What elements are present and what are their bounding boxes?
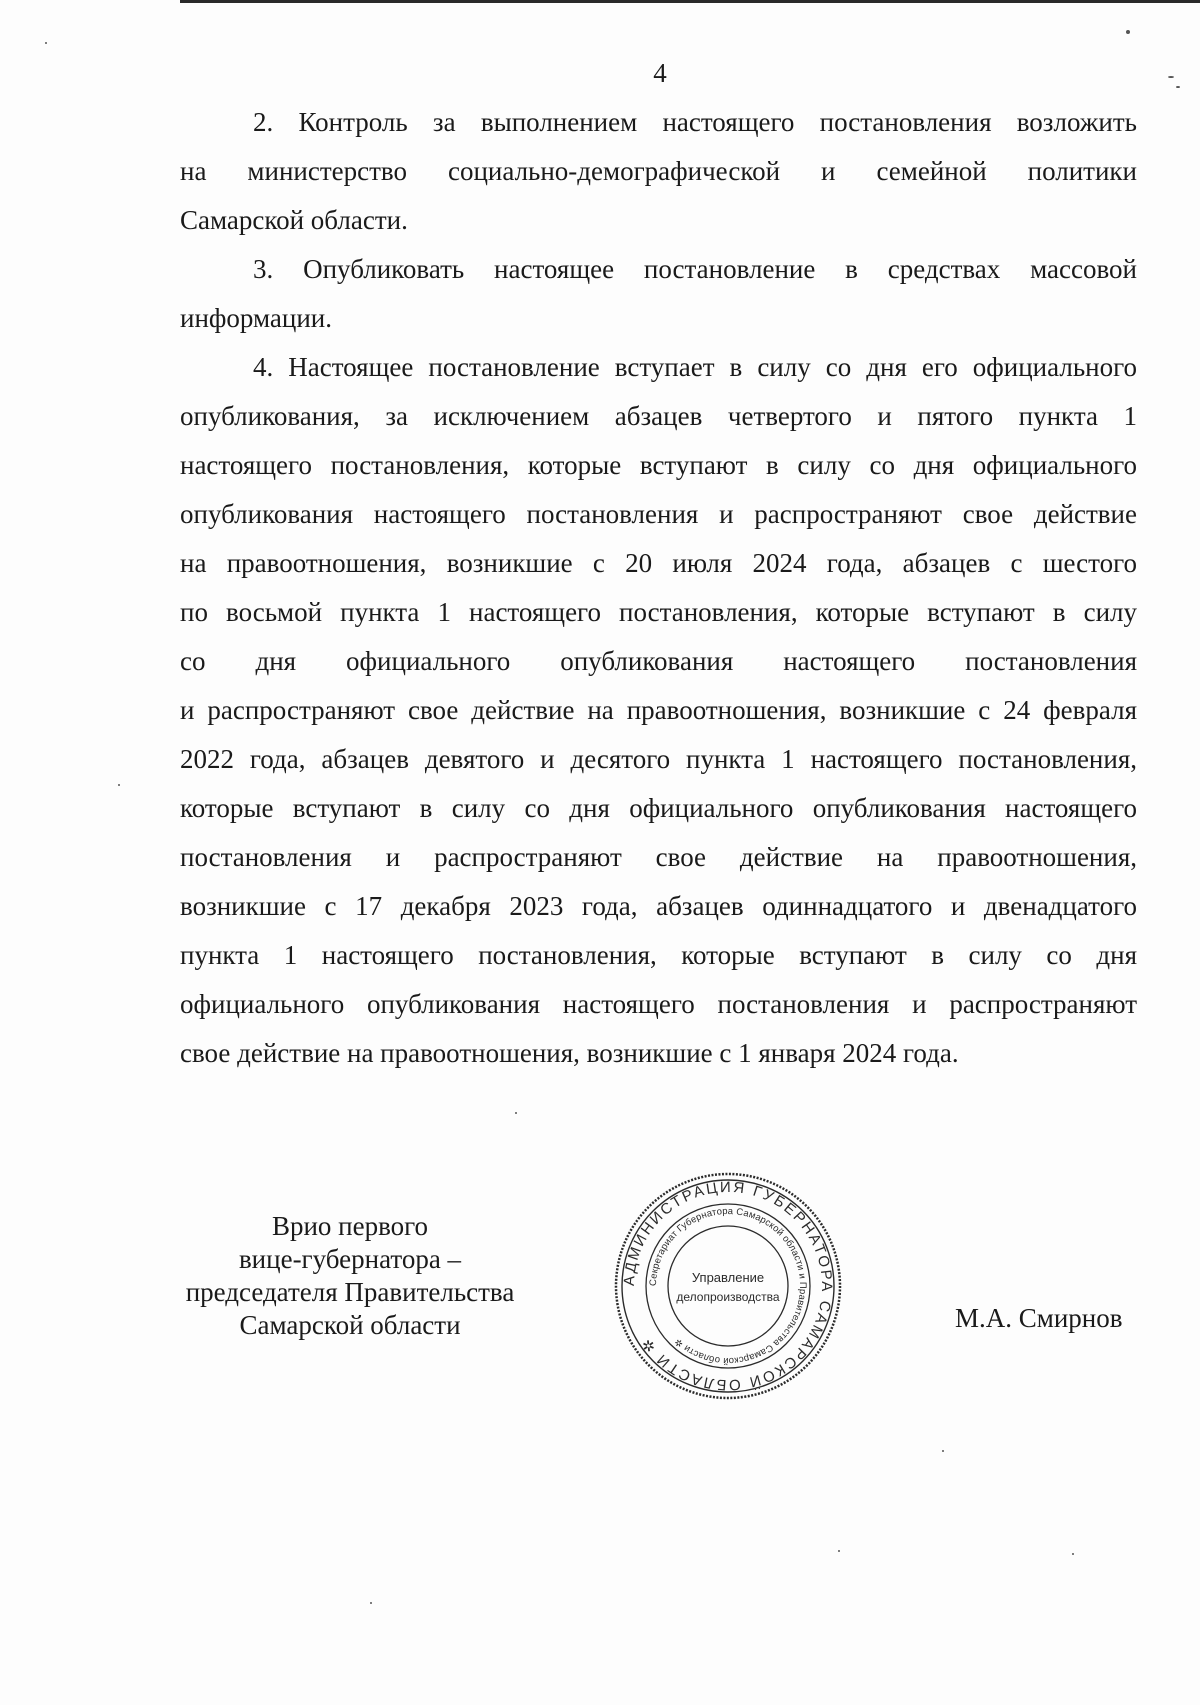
signatory-title [170,1210,530,1342]
text-line: опубликования, за исключением абзацев четвертого и пятого пункта 1 [180,401,1137,431]
signatory-title-line: вице-губернатора – [238,1244,462,1274]
text-line: пункта 1 настоящего постановления, которые вступают в силу со дня [180,940,1137,970]
scan-speck [942,1450,944,1452]
text-line: Самарской области. [180,205,408,235]
paragraph-2 [180,98,1137,245]
scan-speck [1126,30,1130,34]
scan-speck [838,1550,840,1552]
document-body [180,98,1137,1078]
text-line: 4. Настоящее постановление вступает в силу со дня его официального [253,352,1137,382]
scan-speck [118,784,120,786]
stamp-inner-text: Секретариат Губернатора Самарской области и Правительства Самарской области ✲ [647,1205,809,1367]
text-line: настоящего постановления, которые вступают в силу со дня официального [180,450,1137,480]
stamp-center-line2: делопроизводства [676,1290,780,1304]
paragraph-3 [180,245,1137,343]
scan-speck [45,42,47,44]
text-line: на правоотношения, возникшие с 20 июля 2024 года, абзацев с шестого [180,548,1137,578]
signatory-name: М.А. Смирнов [955,1303,1123,1333]
text-line: постановления и распространяют свое действие на правоотношения, [180,842,1137,872]
text-line: по восьмой пункта 1 настоящего постановления, которые вступают в силу [180,597,1137,627]
text-line: со дня официального опубликования настоящего постановления [180,646,1137,676]
text-line: информации. [180,303,332,333]
text-line: и распространяют свое действие на правоотношения, возникшие с 24 февраля [180,695,1137,725]
text-line: опубликования настоящего постановления и распространяют свое действие [180,499,1137,529]
text-line: 2. Контроль за выполнением настоящего постановления возложить [253,107,1137,137]
paragraph-4 [180,343,1137,1078]
text-line: которые вступают в силу со дня официального опубликования настоящего [180,793,1137,823]
scan-speck [1072,1553,1074,1555]
stamp-center-line1: Управление [691,1270,765,1285]
text-line: 3. Опубликовать настоящее постановление в средствах массовой [253,254,1137,284]
stamp-outer-text: АДМИНИСТРАЦИЯ ГУБЕРНАТОРА САМАРСКОЙ ОБЛАСТИ ✲ [620,1178,836,1394]
scan-speck [1168,76,1174,78]
text-line: свое действие на правоотношения, возникшие с 1 января 2024 года. [180,1038,959,1068]
scan-speck [1176,86,1180,88]
svg-text:Секретариат Губернатора Самарс [648,1206,808,1366]
text-line: официального опубликования настоящего постановления и распространяют [180,989,1137,1019]
official-round-stamp [612,1170,844,1402]
signatory-title-line: председателя Правительства [185,1277,515,1307]
page-number: 4 [653,58,667,88]
signatory-title-line: Самарской области [239,1310,461,1340]
text-line: на министерство социально-демографической и семейной политики [180,156,1137,186]
text-line: 2022 года, абзацев девятого и десятого пункта 1 настоящего постановления, [180,744,1137,774]
signatory-title-line: Врио первого [271,1211,429,1241]
text-line: возникшие с 17 декабря 2023 года, абзацев одиннадцатого и двенадцатого [180,891,1137,921]
scan-speck [515,1112,517,1114]
scan-speck [370,1602,372,1604]
top-border-line [180,0,1200,3]
